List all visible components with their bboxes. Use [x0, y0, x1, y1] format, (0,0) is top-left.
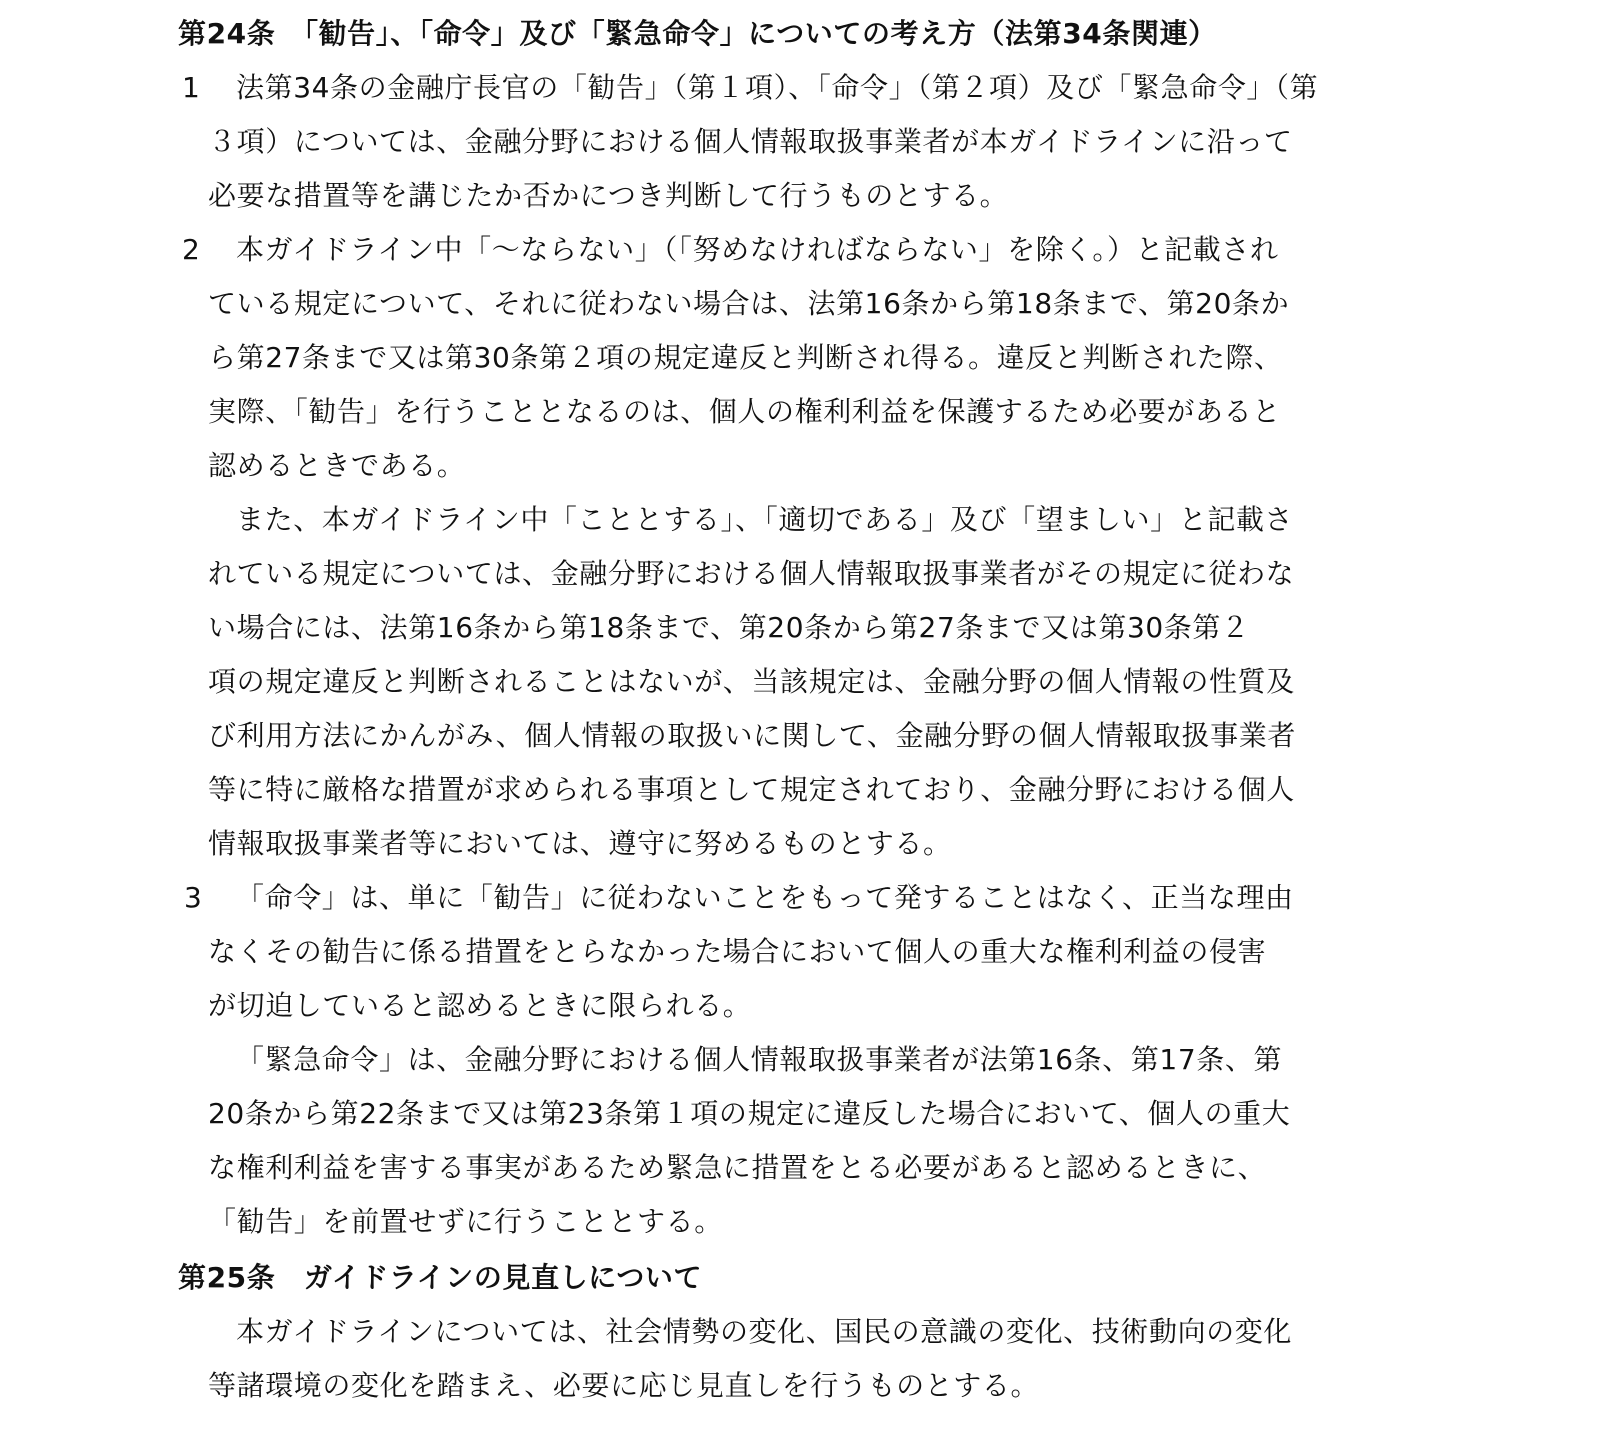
- article-25-title: 第25条 ガイドラインの見直しについて: [178, 1261, 703, 1294]
- paragraph-number: 1: [182, 71, 201, 104]
- paragraph-2-line-4: 実際、「勧告」を行うこととなるのは、個人の権利利益を保護するため必要があると: [208, 395, 1281, 428]
- article-25-line-1: 本ガイドラインについては、社会情勢の変化、国民の意識の変化、技術動向の変化: [236, 1315, 1292, 1348]
- paragraph-2-line-3: ら第27条まで又は第30条第２項の規定違反と判断され得る。違反と判断された際、: [208, 341, 1283, 374]
- paragraph-1-line-3: 必要な措置等を講じたか否かにつき判断して行うものとする。: [208, 179, 1009, 212]
- article-24-title: 第24条 「勧告」、「命令」及び「緊急命令」についての考え方（法第34条関連）: [178, 17, 1217, 50]
- paragraph-2b-line-3: い場合には、法第16条から第18条まで、第20条から第27条まで又は第30条第２: [208, 611, 1250, 644]
- paragraph-3-line-2: なくその勧告に係る措置をとらなかった場合において個人の重大な権利利益の侵害: [208, 935, 1267, 968]
- paragraph-2-line-5: 認めるときである。: [208, 449, 466, 482]
- paragraph-2b-line-6: 等に特に厳格な措置が求められる事項として規定されており、金融分野における個人: [208, 773, 1295, 806]
- paragraph-number: 3: [184, 881, 203, 914]
- paragraph-2b-line-7: 情報取扱事業者等においては、遵守に努めるものとする。: [208, 827, 952, 860]
- paragraph-2b-line-4: 項の規定違反と判断されることはないが、当該規定は、金融分野の個人情報の性質及: [208, 665, 1295, 698]
- paragraph-3-line-1: 「命令」は、単に「勧告」に従わないことをもって発することはなく、正当な理由: [236, 881, 1294, 914]
- paragraph-1-line-2: ３項）については、金融分野における個人情報取扱事業者が本ガイドラインに沿って: [208, 125, 1293, 158]
- paragraph-2b-line-5: び利用方法にかんがみ、個人情報の取扱いに関して、金融分野の個人情報取扱事業者: [208, 719, 1296, 752]
- paragraph-3b-line-2: 20条から第22条まで又は第23条第１項の規定に違反した場合において、個人の重大: [208, 1097, 1291, 1130]
- article-25-line-2: 等諸環境の変化を踏まえ、必要に応じ見直しを行うものとする。: [208, 1369, 1040, 1402]
- paragraph-2b-line-2: れている規定については、金融分野における個人情報取扱事業者がその規定に従わな: [208, 557, 1295, 590]
- paragraph-3-line-3: が切迫していると認めるときに限られる。: [208, 989, 752, 1022]
- paragraph-3b-line-1: 「緊急命令」は、金融分野における個人情報取扱事業者が法第16条、第17条、第: [236, 1043, 1283, 1076]
- paragraph-2-line-1: 本ガイドライン中「～ならない」（「努めなければならない」を除く。）と記載され: [236, 233, 1279, 266]
- paragraph-2-line-2: ている規定について、それに従わない場合は、法第16条から第18条まで、第20条か: [208, 287, 1290, 320]
- paragraph-2b-line-1: また、本ガイドライン中「こととする」、「適切である」及び「望ましい」と記載さ: [236, 503, 1294, 536]
- paragraph-3b-line-4: 「勧告」を前置せずに行うこととする。: [208, 1205, 723, 1238]
- paragraph-number: 2: [182, 233, 201, 266]
- paragraph-3b-line-3: な権利利益を害する事実があるため緊急に措置をとる必要があると認めるときに、: [208, 1151, 1267, 1184]
- paragraph-1-line-1: 法第34条の金融庁長官の「勧告」（第１項）、「命令」（第２項）及び「緊急命令」（第: [236, 71, 1319, 104]
